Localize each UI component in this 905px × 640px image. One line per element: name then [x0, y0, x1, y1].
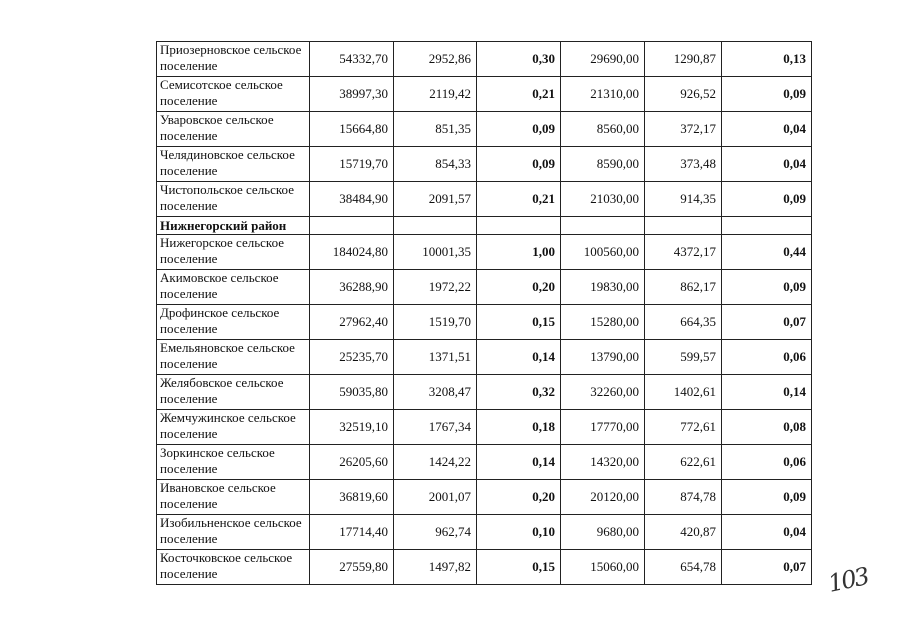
value-cell-c4: 100560,00: [561, 235, 645, 270]
table-row: [157, 147, 812, 182]
table-row: [157, 340, 812, 375]
empty-cell: [394, 217, 477, 235]
value-cell-c2: 1371,51: [394, 340, 477, 375]
value-cell-c2: 851,35: [394, 112, 477, 147]
value-cell-c4: 21310,00: [561, 77, 645, 112]
value-cell-c5: 1290,87: [645, 42, 722, 77]
value-cell-c5: 654,78: [645, 550, 722, 585]
empty-cell: [722, 217, 812, 235]
value-cell-c2: 1767,34: [394, 410, 477, 445]
table-row: [157, 235, 812, 270]
settlement-name: Семисотское сельское поселение: [157, 77, 310, 112]
value-cell-c2: 1519,70: [394, 305, 477, 340]
value-cell-c3: 1,00: [477, 235, 561, 270]
district-header-row: [157, 217, 812, 235]
district-name: Нижнегорский район: [157, 217, 310, 235]
empty-cell: [645, 217, 722, 235]
settlement-name: Нижегорское сельское поселение: [157, 235, 310, 270]
table-row: [157, 375, 812, 410]
value-cell-c3: 0,20: [477, 270, 561, 305]
table-row: [157, 112, 812, 147]
value-cell-c3: 0,10: [477, 515, 561, 550]
value-cell-c1: 17714,40: [310, 515, 394, 550]
value-cell-c3: 0,18: [477, 410, 561, 445]
value-cell-c1: 27962,40: [310, 305, 394, 340]
table-row: [157, 550, 812, 585]
settlement-name: Зоркинское сельское поселение: [157, 445, 310, 480]
settlements-table: [156, 41, 812, 585]
value-cell-c2: 1424,22: [394, 445, 477, 480]
value-cell-c5: 373,48: [645, 147, 722, 182]
value-cell-c6: 0,14: [722, 375, 812, 410]
value-cell-c6: 0,04: [722, 147, 812, 182]
value-cell-c4: 32260,00: [561, 375, 645, 410]
value-cell-c4: 20120,00: [561, 480, 645, 515]
settlement-name: Челядиновское сельское поселение: [157, 147, 310, 182]
empty-cell: [561, 217, 645, 235]
value-cell-c5: 622,61: [645, 445, 722, 480]
value-cell-c3: 0,15: [477, 305, 561, 340]
value-cell-c1: 38997,30: [310, 77, 394, 112]
value-cell-c4: 29690,00: [561, 42, 645, 77]
value-cell-c3: 0,21: [477, 182, 561, 217]
settlement-name: Чистопольское сельское поселение: [157, 182, 310, 217]
value-cell-c4: 13790,00: [561, 340, 645, 375]
value-cell-c5: 1402,61: [645, 375, 722, 410]
value-cell-c4: 21030,00: [561, 182, 645, 217]
settlements-table-container: [156, 41, 812, 585]
value-cell-c4: 19830,00: [561, 270, 645, 305]
value-cell-c5: 862,17: [645, 270, 722, 305]
value-cell-c2: 962,74: [394, 515, 477, 550]
table-row: [157, 270, 812, 305]
value-cell-c1: 38484,90: [310, 182, 394, 217]
table-row: [157, 42, 812, 77]
value-cell-c1: 59035,80: [310, 375, 394, 410]
value-cell-c2: 854,33: [394, 147, 477, 182]
value-cell-c2: 1497,82: [394, 550, 477, 585]
settlement-name: Косточковское сельское поселение: [157, 550, 310, 585]
value-cell-c2: 2952,86: [394, 42, 477, 77]
value-cell-c6: 0,09: [722, 270, 812, 305]
settlement-name: Акимовское сельское поселение: [157, 270, 310, 305]
value-cell-c6: 0,09: [722, 77, 812, 112]
value-cell-c1: 184024,80: [310, 235, 394, 270]
value-cell-c5: 874,78: [645, 480, 722, 515]
table-body: [157, 42, 812, 585]
value-cell-c3: 0,30: [477, 42, 561, 77]
value-cell-c1: 36819,60: [310, 480, 394, 515]
value-cell-c2: 1972,22: [394, 270, 477, 305]
settlement-name: Жемчужинское сельское поселение: [157, 410, 310, 445]
value-cell-c6: 0,13: [722, 42, 812, 77]
value-cell-c1: 27559,80: [310, 550, 394, 585]
value-cell-c2: 2091,57: [394, 182, 477, 217]
table-row: [157, 445, 812, 480]
value-cell-c6: 0,44: [722, 235, 812, 270]
value-cell-c5: 664,35: [645, 305, 722, 340]
value-cell-c3: 0,14: [477, 445, 561, 480]
table-row: [157, 410, 812, 445]
value-cell-c5: 420,87: [645, 515, 722, 550]
value-cell-c6: 0,07: [722, 305, 812, 340]
value-cell-c6: 0,07: [722, 550, 812, 585]
settlement-name: Уваровское сельское поселение: [157, 112, 310, 147]
settlement-name: Приозерновское сельское поселение: [157, 42, 310, 77]
value-cell-c5: 914,35: [645, 182, 722, 217]
value-cell-c3: 0,14: [477, 340, 561, 375]
value-cell-c1: 15719,70: [310, 147, 394, 182]
table-row: [157, 305, 812, 340]
value-cell-c2: 10001,35: [394, 235, 477, 270]
value-cell-c2: 3208,47: [394, 375, 477, 410]
table-row: [157, 515, 812, 550]
settlement-name: Изобильненское сельское поселение: [157, 515, 310, 550]
value-cell-c3: 0,20: [477, 480, 561, 515]
value-cell-c1: 32519,10: [310, 410, 394, 445]
empty-cell: [310, 217, 394, 235]
settlement-name: Дрофинское сельское поселение: [157, 305, 310, 340]
value-cell-c1: 15664,80: [310, 112, 394, 147]
value-cell-c6: 0,09: [722, 182, 812, 217]
value-cell-c4: 17770,00: [561, 410, 645, 445]
value-cell-c4: 15280,00: [561, 305, 645, 340]
value-cell-c3: 0,09: [477, 147, 561, 182]
value-cell-c4: 15060,00: [561, 550, 645, 585]
handwritten-page-number: 103: [825, 562, 871, 598]
table-row: [157, 182, 812, 217]
value-cell-c6: 0,04: [722, 515, 812, 550]
value-cell-c6: 0,09: [722, 480, 812, 515]
value-cell-c5: 599,57: [645, 340, 722, 375]
value-cell-c4: 8560,00: [561, 112, 645, 147]
value-cell-c3: 0,21: [477, 77, 561, 112]
table-row: [157, 480, 812, 515]
settlement-name: Емельяновское сельское поселение: [157, 340, 310, 375]
value-cell-c6: 0,04: [722, 112, 812, 147]
value-cell-c5: 372,17: [645, 112, 722, 147]
empty-cell: [477, 217, 561, 235]
value-cell-c1: 25235,70: [310, 340, 394, 375]
value-cell-c1: 36288,90: [310, 270, 394, 305]
value-cell-c3: 0,15: [477, 550, 561, 585]
value-cell-c5: 4372,17: [645, 235, 722, 270]
value-cell-c5: 772,61: [645, 410, 722, 445]
value-cell-c4: 8590,00: [561, 147, 645, 182]
settlement-name: Желябовское сельское поселение: [157, 375, 310, 410]
value-cell-c6: 0,06: [722, 340, 812, 375]
value-cell-c1: 26205,60: [310, 445, 394, 480]
value-cell-c1: 54332,70: [310, 42, 394, 77]
settlement-name: Ивановское сельское поселение: [157, 480, 310, 515]
value-cell-c6: 0,08: [722, 410, 812, 445]
value-cell-c5: 926,52: [645, 77, 722, 112]
value-cell-c4: 9680,00: [561, 515, 645, 550]
value-cell-c3: 0,32: [477, 375, 561, 410]
value-cell-c2: 2001,07: [394, 480, 477, 515]
value-cell-c2: 2119,42: [394, 77, 477, 112]
value-cell-c6: 0,06: [722, 445, 812, 480]
table-row: [157, 77, 812, 112]
value-cell-c4: 14320,00: [561, 445, 645, 480]
value-cell-c3: 0,09: [477, 112, 561, 147]
